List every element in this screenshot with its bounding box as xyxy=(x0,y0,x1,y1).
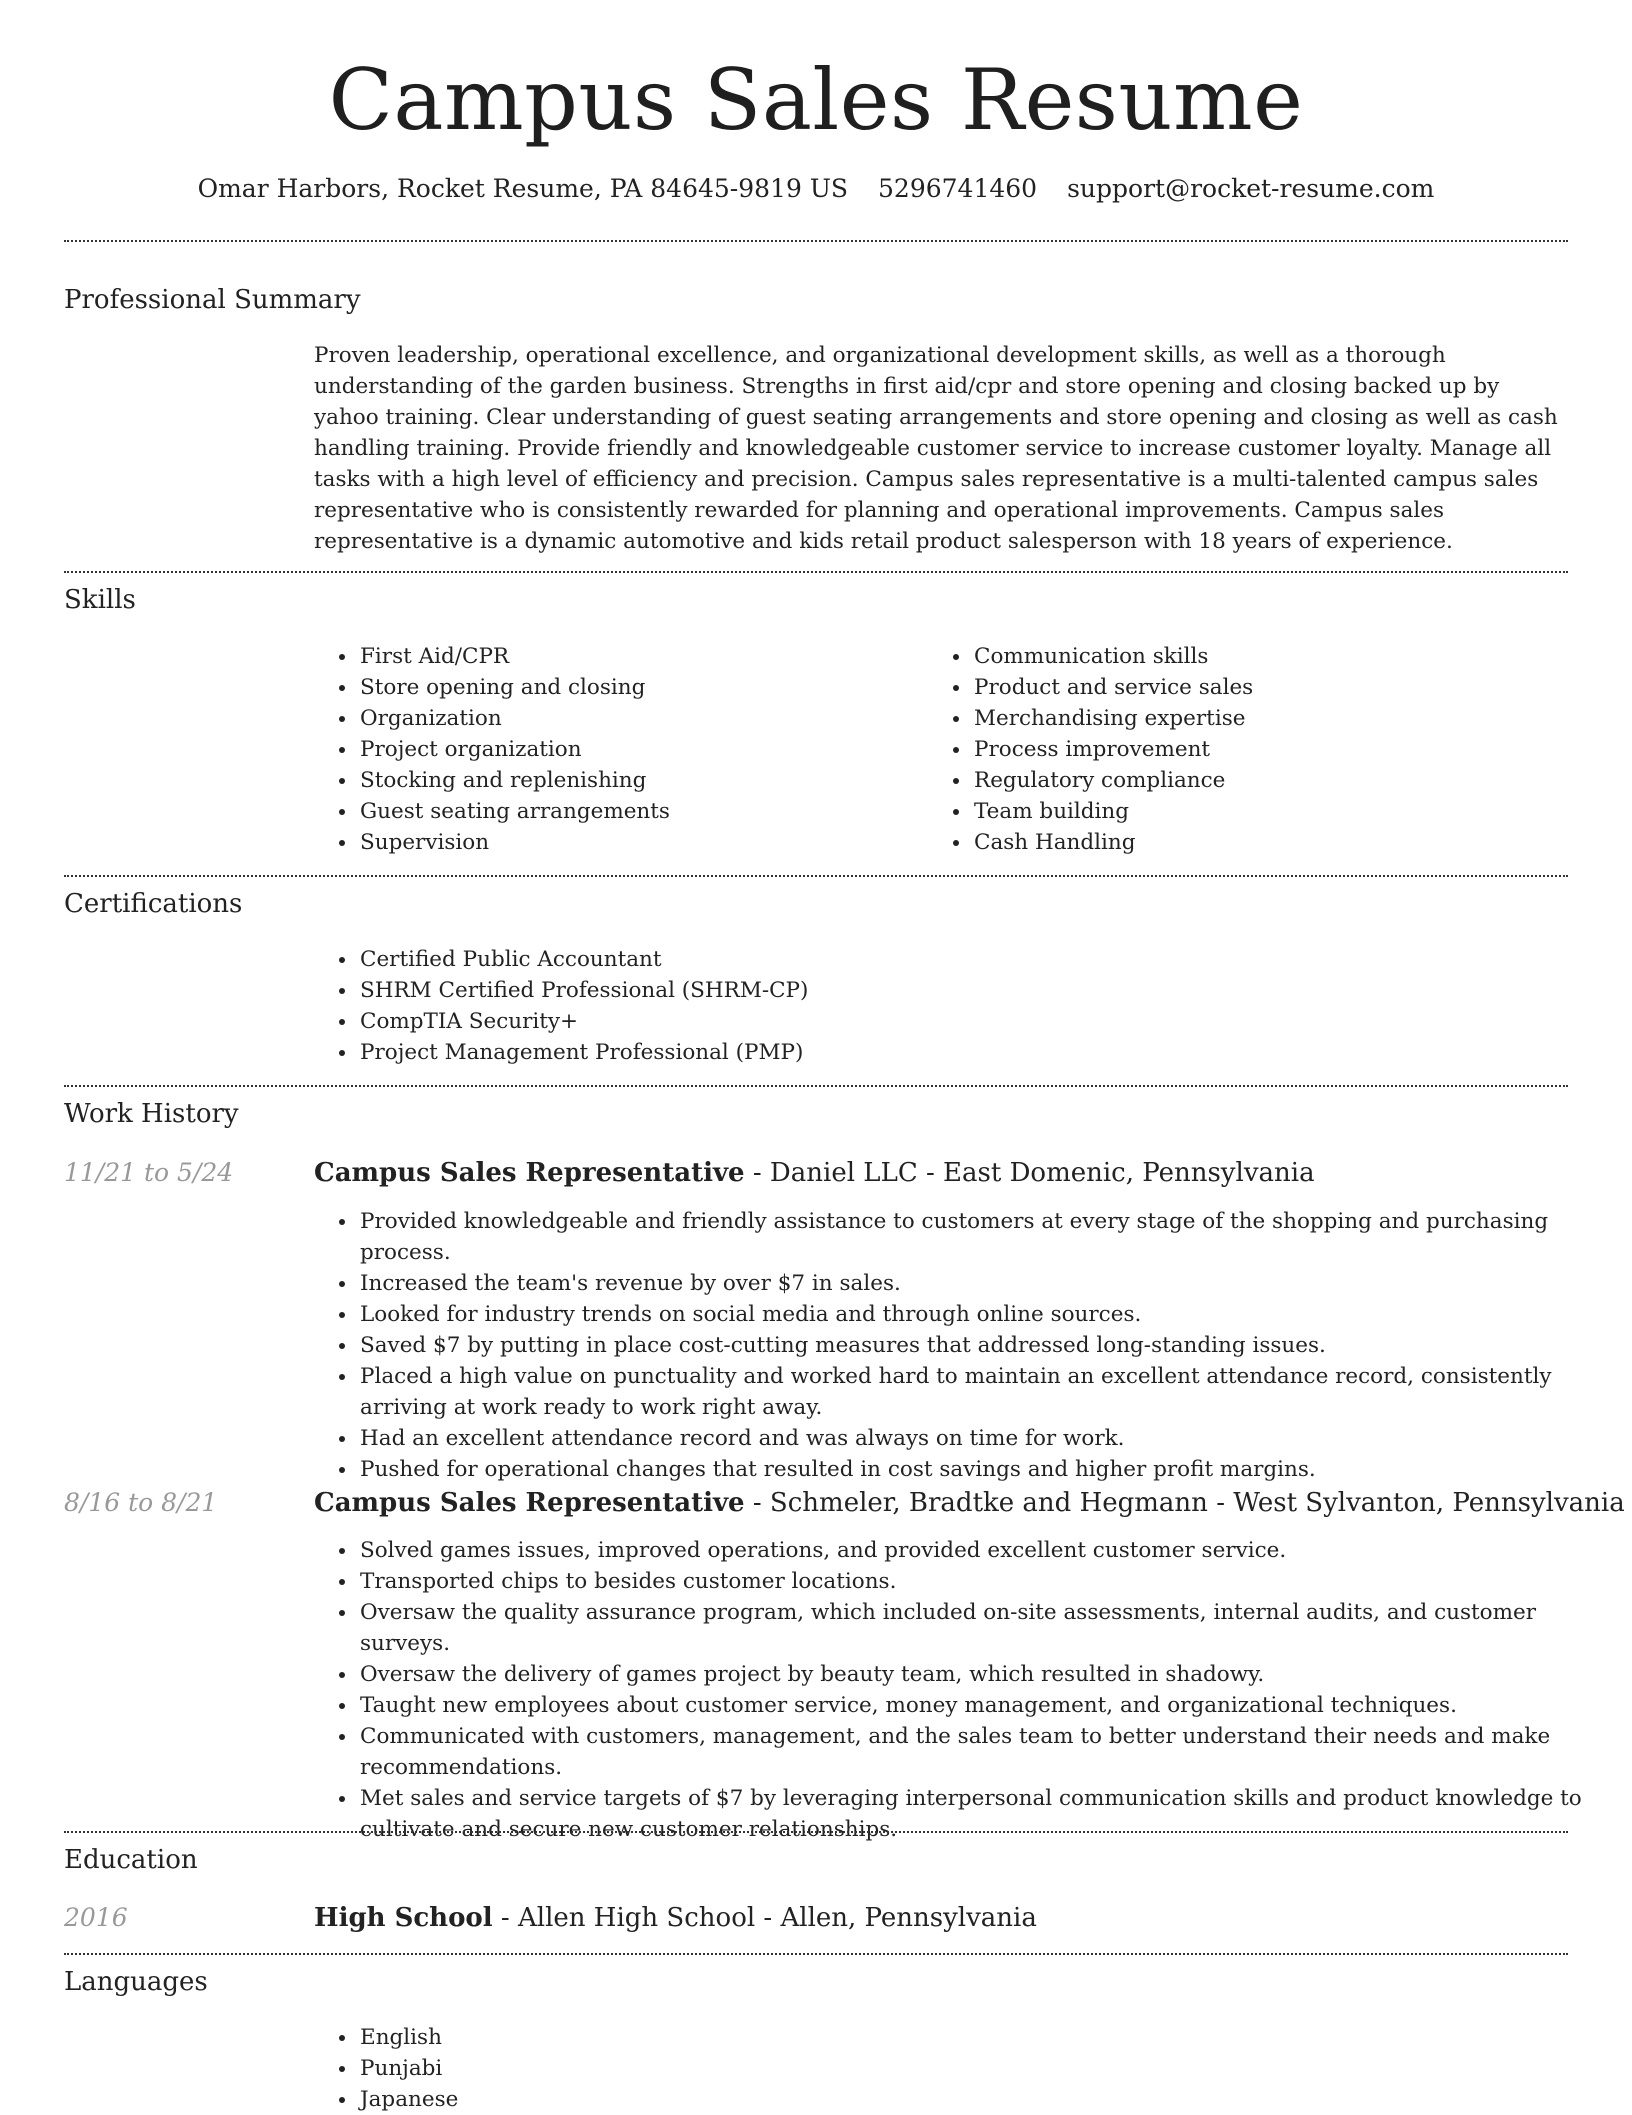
list-item: • Taught new employees about customer service, money management, and organizational techniques. xyxy=(358,1690,1612,1721)
degree: High School xyxy=(314,1903,493,1933)
job-title: Campus Sales Representative xyxy=(314,1488,745,1518)
education-entry xyxy=(314,1901,1037,1935)
list-item: • Provided knowledgeable and friendly assistance to customers at every stage of the shopping and purchasing process. xyxy=(358,1206,1612,1268)
summary-text: Proven leadership, operational excellence, and organizational development skills, as well as a thorough understanding of the garden business. Strengths in first aid/cpr and store opening and closing backed up by yahoo training. Clear understanding of guest seating arrangements and store opening and closing as well as cash handling training. Provide friendly and knowledgeable customer service to increase customer loyalty. Manage all tasks with a high level of efficiency and precision. Campus sales representative is a multi-talented campus sales representative who is consistently rewarded for planning and operational improvements. Campus sales representative is a dynamic automotive and kids retail product salesperson with 18 years of experience. xyxy=(314,343,1558,554)
list-item: • Increased the team's revenue by over $7 in sales. xyxy=(358,1268,1612,1299)
divider xyxy=(64,1831,1568,1833)
list-item: • Japanese xyxy=(358,2084,958,2115)
list-item: • Stocking and replenishing xyxy=(358,765,918,796)
list-item: • Project Management Professional (PMP) xyxy=(358,1037,1558,1068)
certifications-heading: Certifications xyxy=(64,889,243,919)
divider xyxy=(64,1085,1568,1087)
languages-heading: Languages xyxy=(64,1967,208,1997)
list-item: • Had an excellent attendance record and was always on time for work. xyxy=(358,1423,1612,1454)
list-item: • Transported chips to besides customer locations. xyxy=(358,1566,1612,1597)
job-bullets xyxy=(314,1535,1612,1845)
list-item: • Merchandising expertise xyxy=(972,703,1572,734)
list-item: • Communication skills xyxy=(972,641,1572,672)
contact-line xyxy=(0,171,1632,207)
list-item: • Supervision xyxy=(358,827,918,858)
job-bullets xyxy=(314,1206,1612,1485)
education-year: 2016 xyxy=(64,1903,128,1932)
list-item: • Oversaw the quality assurance program, which included on-site assessments, internal audits, and customer surveys. xyxy=(358,1597,1612,1659)
list-item: • Team building xyxy=(972,796,1572,827)
certifications-list xyxy=(314,944,1558,1068)
contact-phone: 5296741460 xyxy=(878,174,1038,203)
list-item: • Organization xyxy=(358,703,918,734)
languages-list xyxy=(314,2022,958,2115)
list-item: • Oversaw the delivery of games project by beauty team, which resulted in shadowy. xyxy=(358,1659,1612,1690)
list-item: • Project organization xyxy=(358,734,918,765)
list-item: • First Aid/CPR xyxy=(358,641,918,672)
list-item: • CompTIA Security+ xyxy=(358,1006,1558,1037)
work-heading: Work History xyxy=(64,1099,239,1129)
job-dates: 11/21 to 5/24 xyxy=(64,1158,234,1187)
list-item: • Product and service sales xyxy=(972,672,1572,703)
list-item: • English xyxy=(358,2022,958,2053)
job-employer: - Schmeler, Bradtke and Hegmann - West Sylvanton, Pennsylvania xyxy=(744,1488,1625,1518)
job-title: Campus Sales Representative xyxy=(314,1158,745,1188)
divider xyxy=(64,875,1568,877)
summary-heading: Professional Summary xyxy=(64,285,361,315)
list-item: • Saved $7 by putting in place cost-cutting measures that addressed long-standing issues. xyxy=(358,1330,1612,1361)
list-item: • Looked for industry trends on social media and through online sources. xyxy=(358,1299,1612,1330)
list-item: • Pushed for operational changes that resulted in cost savings and higher profit margins. xyxy=(358,1454,1612,1485)
list-item: • SHRM Certified Professional (SHRM-CP) xyxy=(358,975,1558,1006)
divider xyxy=(64,1953,1568,1955)
list-item: • Communicated with customers, management, and the sales team to better understand their needs and make recommendations. xyxy=(358,1721,1612,1783)
divider xyxy=(64,240,1568,242)
job-employer: - Daniel LLC - East Domenic, Pennsylvania xyxy=(744,1158,1315,1188)
list-item: • Met sales and service targets of $7 by leveraging interpersonal communication skills and product knowledge to cultivate and secure new customer relationships. xyxy=(358,1783,1612,1845)
list-item: • Solved games issues, improved operations, and provided excellent customer service. xyxy=(358,1535,1612,1566)
skills-list-right xyxy=(928,641,1572,858)
list-item: • Store opening and closing xyxy=(358,672,918,703)
divider xyxy=(64,571,1568,573)
list-item: • Certified Public Accountant xyxy=(358,944,1558,975)
list-item: • Placed a high value on punctuality and worked hard to maintain an excellent attendance record, consistently arriving at work ready to work right away. xyxy=(358,1361,1612,1423)
job-header xyxy=(314,1486,1625,1520)
list-item: • Cash Handling xyxy=(972,827,1572,858)
contact-email[interactable]: support@rocket-resume.com xyxy=(1067,174,1435,203)
education-heading: Education xyxy=(64,1845,198,1875)
skills-heading: Skills xyxy=(64,585,136,615)
job-header xyxy=(314,1156,1315,1190)
skills-list-left xyxy=(314,641,918,858)
school: - Allen High School - Allen, Pennsylvania xyxy=(492,1903,1037,1933)
contact-address: Omar Harbors, Rocket Resume, PA 84645-9819 US xyxy=(197,174,849,203)
list-item: • Regulatory compliance xyxy=(972,765,1572,796)
resume-title: Campus Sales Resume xyxy=(328,51,1304,149)
list-item: • Punjabi xyxy=(358,2053,958,2084)
list-item: • Process improvement xyxy=(972,734,1572,765)
list-item: • Guest seating arrangements xyxy=(358,796,918,827)
job-dates: 8/16 to 8/21 xyxy=(64,1488,218,1517)
